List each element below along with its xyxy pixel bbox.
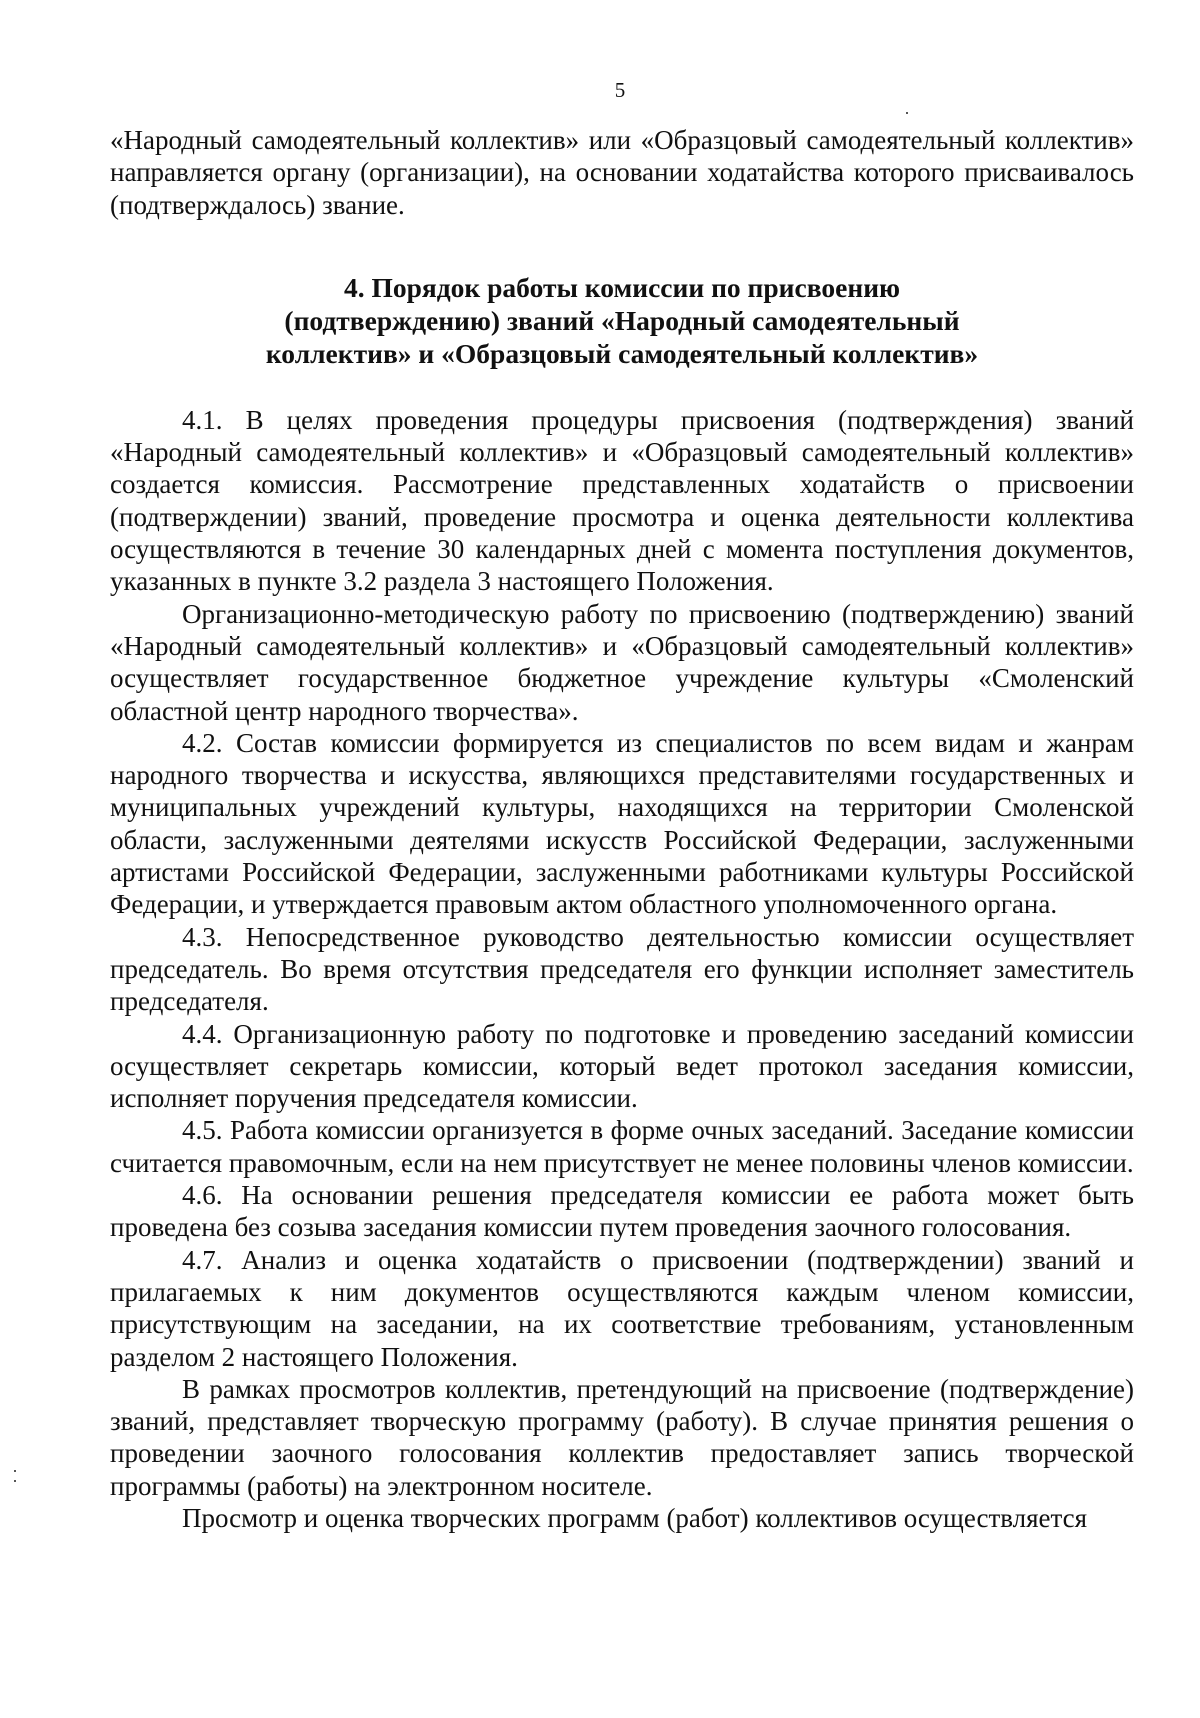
page-number: 5 (614, 78, 626, 102)
document-body (110, 124, 1134, 1534)
paragraph-4-4: 4.4. Организационную работу по подготовке и проведению заседаний комиссии осуществляет секретарь комиссии, который ведет протокол заседания комиссии, исполняет поручения председателя комиссии. (110, 1018, 1134, 1114)
paragraph-org-method: Организационно-методическую работу по присвоению (подтверждению) званий «Народный самодеятельный коллектив» и «Образцовый самодеятельный коллектив» осуществляет государственное бюджетное учреждение культуры «Смоленский областной центр народного творчества». (110, 598, 1134, 726)
paragraph-4-3: 4.3. Непосредственное руководство деятельностью комиссии осуществляет председатель. Во время отсутствия председателя его функции исполняет заместитель председателя. (110, 921, 1134, 1017)
section-heading-line: 4. Порядок работы комиссии по присвоению (343, 271, 901, 303)
section-heading-line: (подтверждению) званий «Народный самодеятельный (284, 304, 960, 336)
paragraph-4-2: 4.2. Состав комиссии формируется из специалистов по всем видам и жанрам народного творчества и искусства, являющихся представителями государственных и муниципальных учреждений культуры, находящихся на территории Смоленской области, заслуженными деятелями искусств Российской Федерации, заслуженными артистами Российской Федерации, заслуженными работниками культуры Российской Федерации, и утверждается правовым актом областного уполномоченного органа. (110, 727, 1134, 920)
section-heading (110, 271, 1134, 370)
scan-speck (14, 1470, 16, 1472)
intro-paragraph: «Народный самодеятельный коллектив» или «Образцовый самодеятельный коллектив» направляется органу (организации), на основании ходатайства которого присваивалось (подтверждалось) звание. (110, 125, 1134, 220)
section-heading-line: коллектив» и «Образцовый самодеятельный коллектив» (265, 337, 979, 369)
paragraph-4-5: 4.5. Работа комиссии организуется в форме очных заседаний. Заседание комиссии считается правомочным, если на нем присутствует не менее половины членов комиссии. (110, 1115, 1134, 1178)
scan-speck (14, 1480, 16, 1482)
paragraph-4-1: 4.1. В целях проведения процедуры присвоения (подтверждения) званий «Народный самодеятельный коллектив» и «Образцовый самодеятельный коллектив» создается комиссия. Рассмотрение представленных ходатайств о присвоении (подтверждении) званий, проведение просмотра и оценка деятельности коллектива осуществляются в течение 30 календарных дней с момента поступления документов, указанных в пункте 3.2 раздела 3 настоящего Положения. (110, 404, 1134, 597)
paragraph-4-6: 4.6. На основании решения председателя комиссии ее работа может быть проведена без созыва заседания комиссии путем проведения заочного голосования. (110, 1180, 1134, 1243)
paragraph-viewing: В рамках просмотров коллектив, претендующий на присвоение (подтверждение) званий, представляет творческую программу (работу). В случае принятия решения о проведении заочного голосования коллектив предоставляет запись творческой программы (работы) на электронном носителе. (110, 1373, 1134, 1501)
paragraph-evaluation: Просмотр и оценка творческих программ (работ) коллективов осуществляется (182, 1502, 1088, 1533)
scan-speck (906, 112, 908, 114)
paragraph-4-7: 4.7. Анализ и оценка ходатайств о присвоении (подтверждении) званий и прилагаемых к ним документов осуществляются каждым членом комиссии, присутствующим на заседании, на их соответствие требованиям, установленным разделом 2 настоящего Положения. (110, 1244, 1134, 1372)
